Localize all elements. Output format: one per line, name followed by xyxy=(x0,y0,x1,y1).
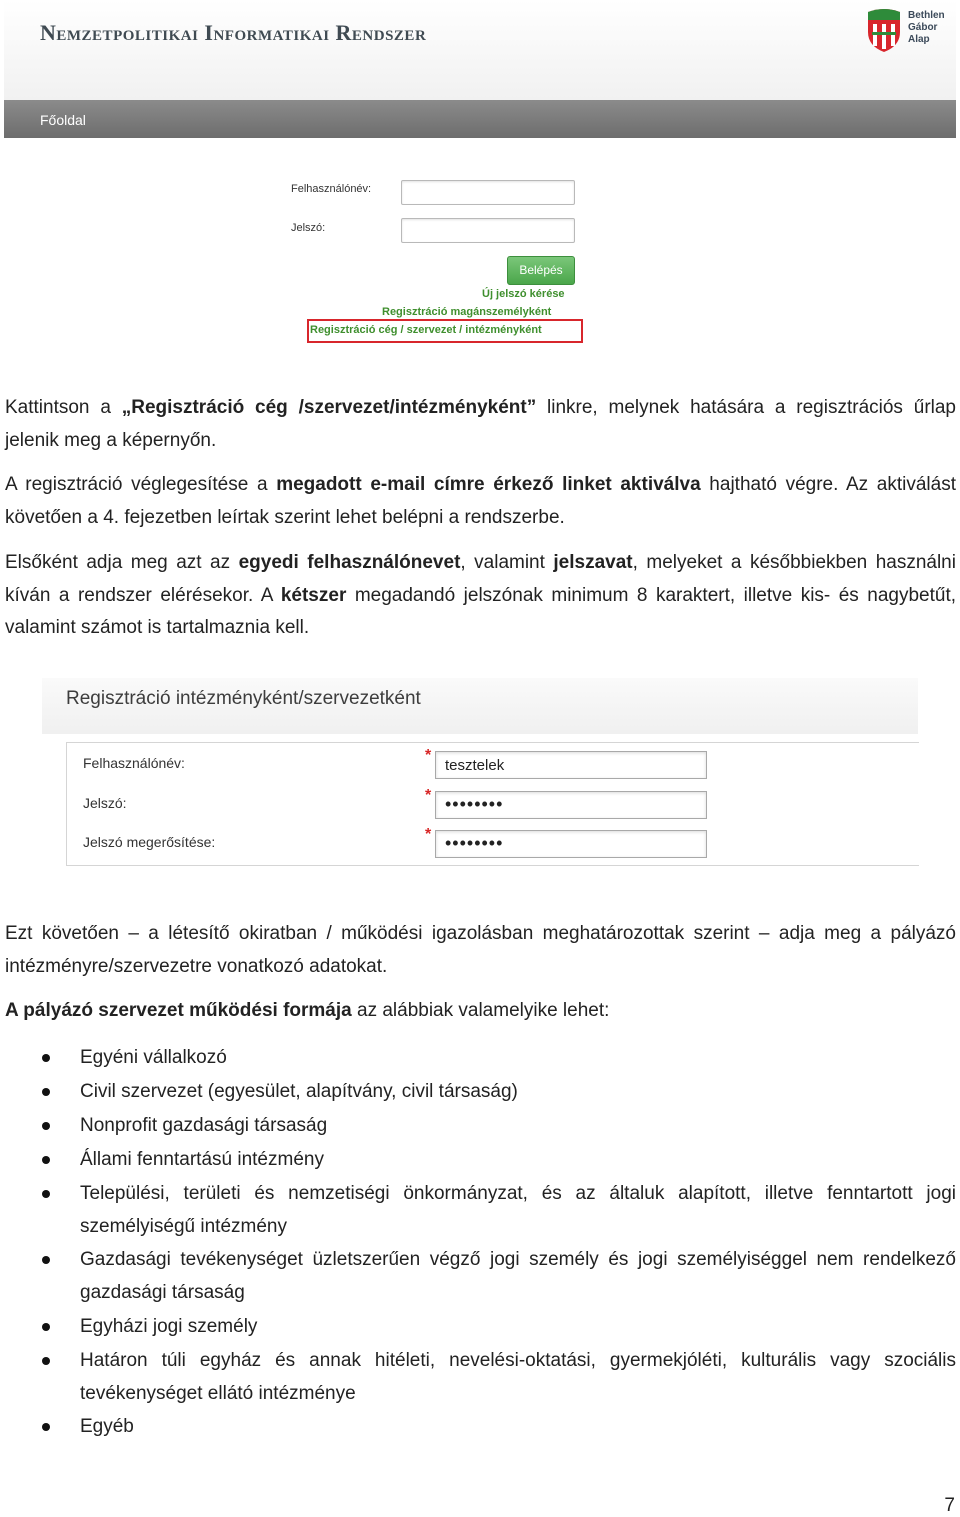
bullet-icon xyxy=(42,1357,50,1365)
list-item: Határon túli egyház és annak hitéleti, nevelési-oktatási, gyermekjóléti, kulturális vagy szociális tevékenységet ellátó intézménye xyxy=(80,1350,956,1404)
logo-text-line: Alap xyxy=(908,34,930,45)
list-item: Egyéni vállalkozó xyxy=(80,1047,227,1068)
list-item: Nonprofit gazdasági társaság xyxy=(80,1115,328,1136)
reg-password-confirm-label: Jelszó megerősítése: xyxy=(83,834,216,850)
text-span: Ezt követően – a létesítő okiratban / működési igazolásban meghatározottak szerint – adja meg a pályázó intézményre/szervezetre vonatkozó adatokat. xyxy=(5,923,956,977)
password-label: Jelszó: xyxy=(291,222,326,234)
bullet-icon xyxy=(42,1423,50,1431)
list-item: Települési, területi és nemzetiségi önkormányzat, és az általuk alapított, illetve fenntartott jogi személyiségű intézmény xyxy=(80,1183,956,1237)
username-input[interactable] xyxy=(401,180,575,205)
bullet-icon xyxy=(42,1156,50,1164)
paragraph-credentials xyxy=(5,547,956,645)
list-item: Egyéb xyxy=(80,1416,134,1437)
text-span: Kattintson a xyxy=(5,397,122,418)
paragraph-forms-intro xyxy=(5,995,956,1028)
required-marker: * xyxy=(425,826,432,843)
logo-text-line: Bethlen xyxy=(908,10,945,21)
registration-screenshot xyxy=(42,678,918,866)
list-item: Civil szervezet (egyesület, alapítvány, civil társaság) xyxy=(80,1081,518,1102)
list-item: Gazdasági tevékenységet üzletszerűen végző jogi személy és jogi személyiséggel nem rendelkező gazdasági társaság xyxy=(80,1249,956,1303)
text-span: megadandó jelszónak minimum 8 karaktert, illetve kis- és nagybetűt, valamint számot is tartalmaznia kell. xyxy=(5,584,957,638)
bold-span: A pályázó szervezet működési formája xyxy=(5,1000,352,1021)
bullet-icon xyxy=(42,1088,50,1096)
text-span: az alábbiak valamelyike lehet: xyxy=(351,1000,610,1021)
text-span: , valamint xyxy=(460,552,554,573)
reg-password-input[interactable]: •••••••• xyxy=(435,791,707,819)
bold-span: megadott e-mail címre érkező linket aktiválva xyxy=(276,474,701,495)
registration-form xyxy=(66,742,919,866)
bold-span: jelszavat xyxy=(553,552,633,573)
nav-home-link[interactable]: Főoldal xyxy=(40,112,86,128)
bullet-icon xyxy=(42,1323,50,1331)
username-label: Felhasználónév: xyxy=(291,183,372,195)
reg-password-label: Jelszó: xyxy=(83,795,127,811)
site-header xyxy=(4,0,956,100)
bullet-icon xyxy=(42,1122,50,1130)
main-navbar xyxy=(4,100,956,138)
text-span: hajtható végre. Az aktiválást követően a 4. fejezetben leírtak szerint lehet belépni a rendszerbe. xyxy=(5,474,956,528)
text-span: Elsőként adja meg azt az xyxy=(5,552,239,573)
text-span: , melyeket a későbbiekben használni kíván a rendszer elérésekor. A xyxy=(5,552,956,606)
bullet-icon xyxy=(42,1054,50,1062)
reg-username-input[interactable]: tesztelek xyxy=(435,751,707,779)
reg-password-confirm-input[interactable]: •••••••• xyxy=(435,830,707,858)
required-marker: * xyxy=(425,747,432,764)
logo-emblem-icon xyxy=(864,6,904,54)
paragraph-click-link xyxy=(5,392,956,457)
text-span: linkre, melynek hatására a regisztrációs űrlap jelenik meg a képernyőn. xyxy=(5,397,956,451)
password-input[interactable] xyxy=(401,218,575,243)
register-private-link[interactable]: Regisztráció magánszemélyként xyxy=(382,306,552,318)
bethlen-gabor-alap-logo xyxy=(864,6,956,56)
new-password-link[interactable]: Új jelszó kérése xyxy=(482,288,565,300)
paragraph-activation xyxy=(5,469,956,534)
bullet-icon xyxy=(42,1190,50,1198)
register-org-link[interactable]: Regisztráció cég / szervezet / intézményként xyxy=(310,324,542,336)
list-item: Állami fenntartású intézmény xyxy=(80,1149,324,1170)
bullet-icon xyxy=(42,1256,50,1264)
bold-span: kétszer xyxy=(280,584,347,606)
text-span: A regisztráció véglegesítése a xyxy=(5,474,277,495)
bold-span: „Regisztráció cég /szervezet/intézményként” xyxy=(121,397,537,418)
login-button[interactable]: Belépés xyxy=(507,256,575,285)
bold-span: egyedi felhasználónevet xyxy=(238,552,461,573)
login-screenshot xyxy=(4,0,956,378)
logo-text-line: Gábor xyxy=(908,22,938,33)
required-marker: * xyxy=(425,787,432,804)
list-item: Egyházi jogi személy xyxy=(80,1316,258,1337)
registration-header xyxy=(42,678,918,734)
site-title: Nemzetpolitikai Informatikai Rendszer xyxy=(40,20,427,45)
page-number: 7 xyxy=(944,1495,955,1516)
paragraph-data-entry xyxy=(5,918,956,983)
reg-username-label: Felhasználónév: xyxy=(83,755,185,771)
registration-title: Regisztráció intézményként/szervezetként xyxy=(66,688,421,709)
